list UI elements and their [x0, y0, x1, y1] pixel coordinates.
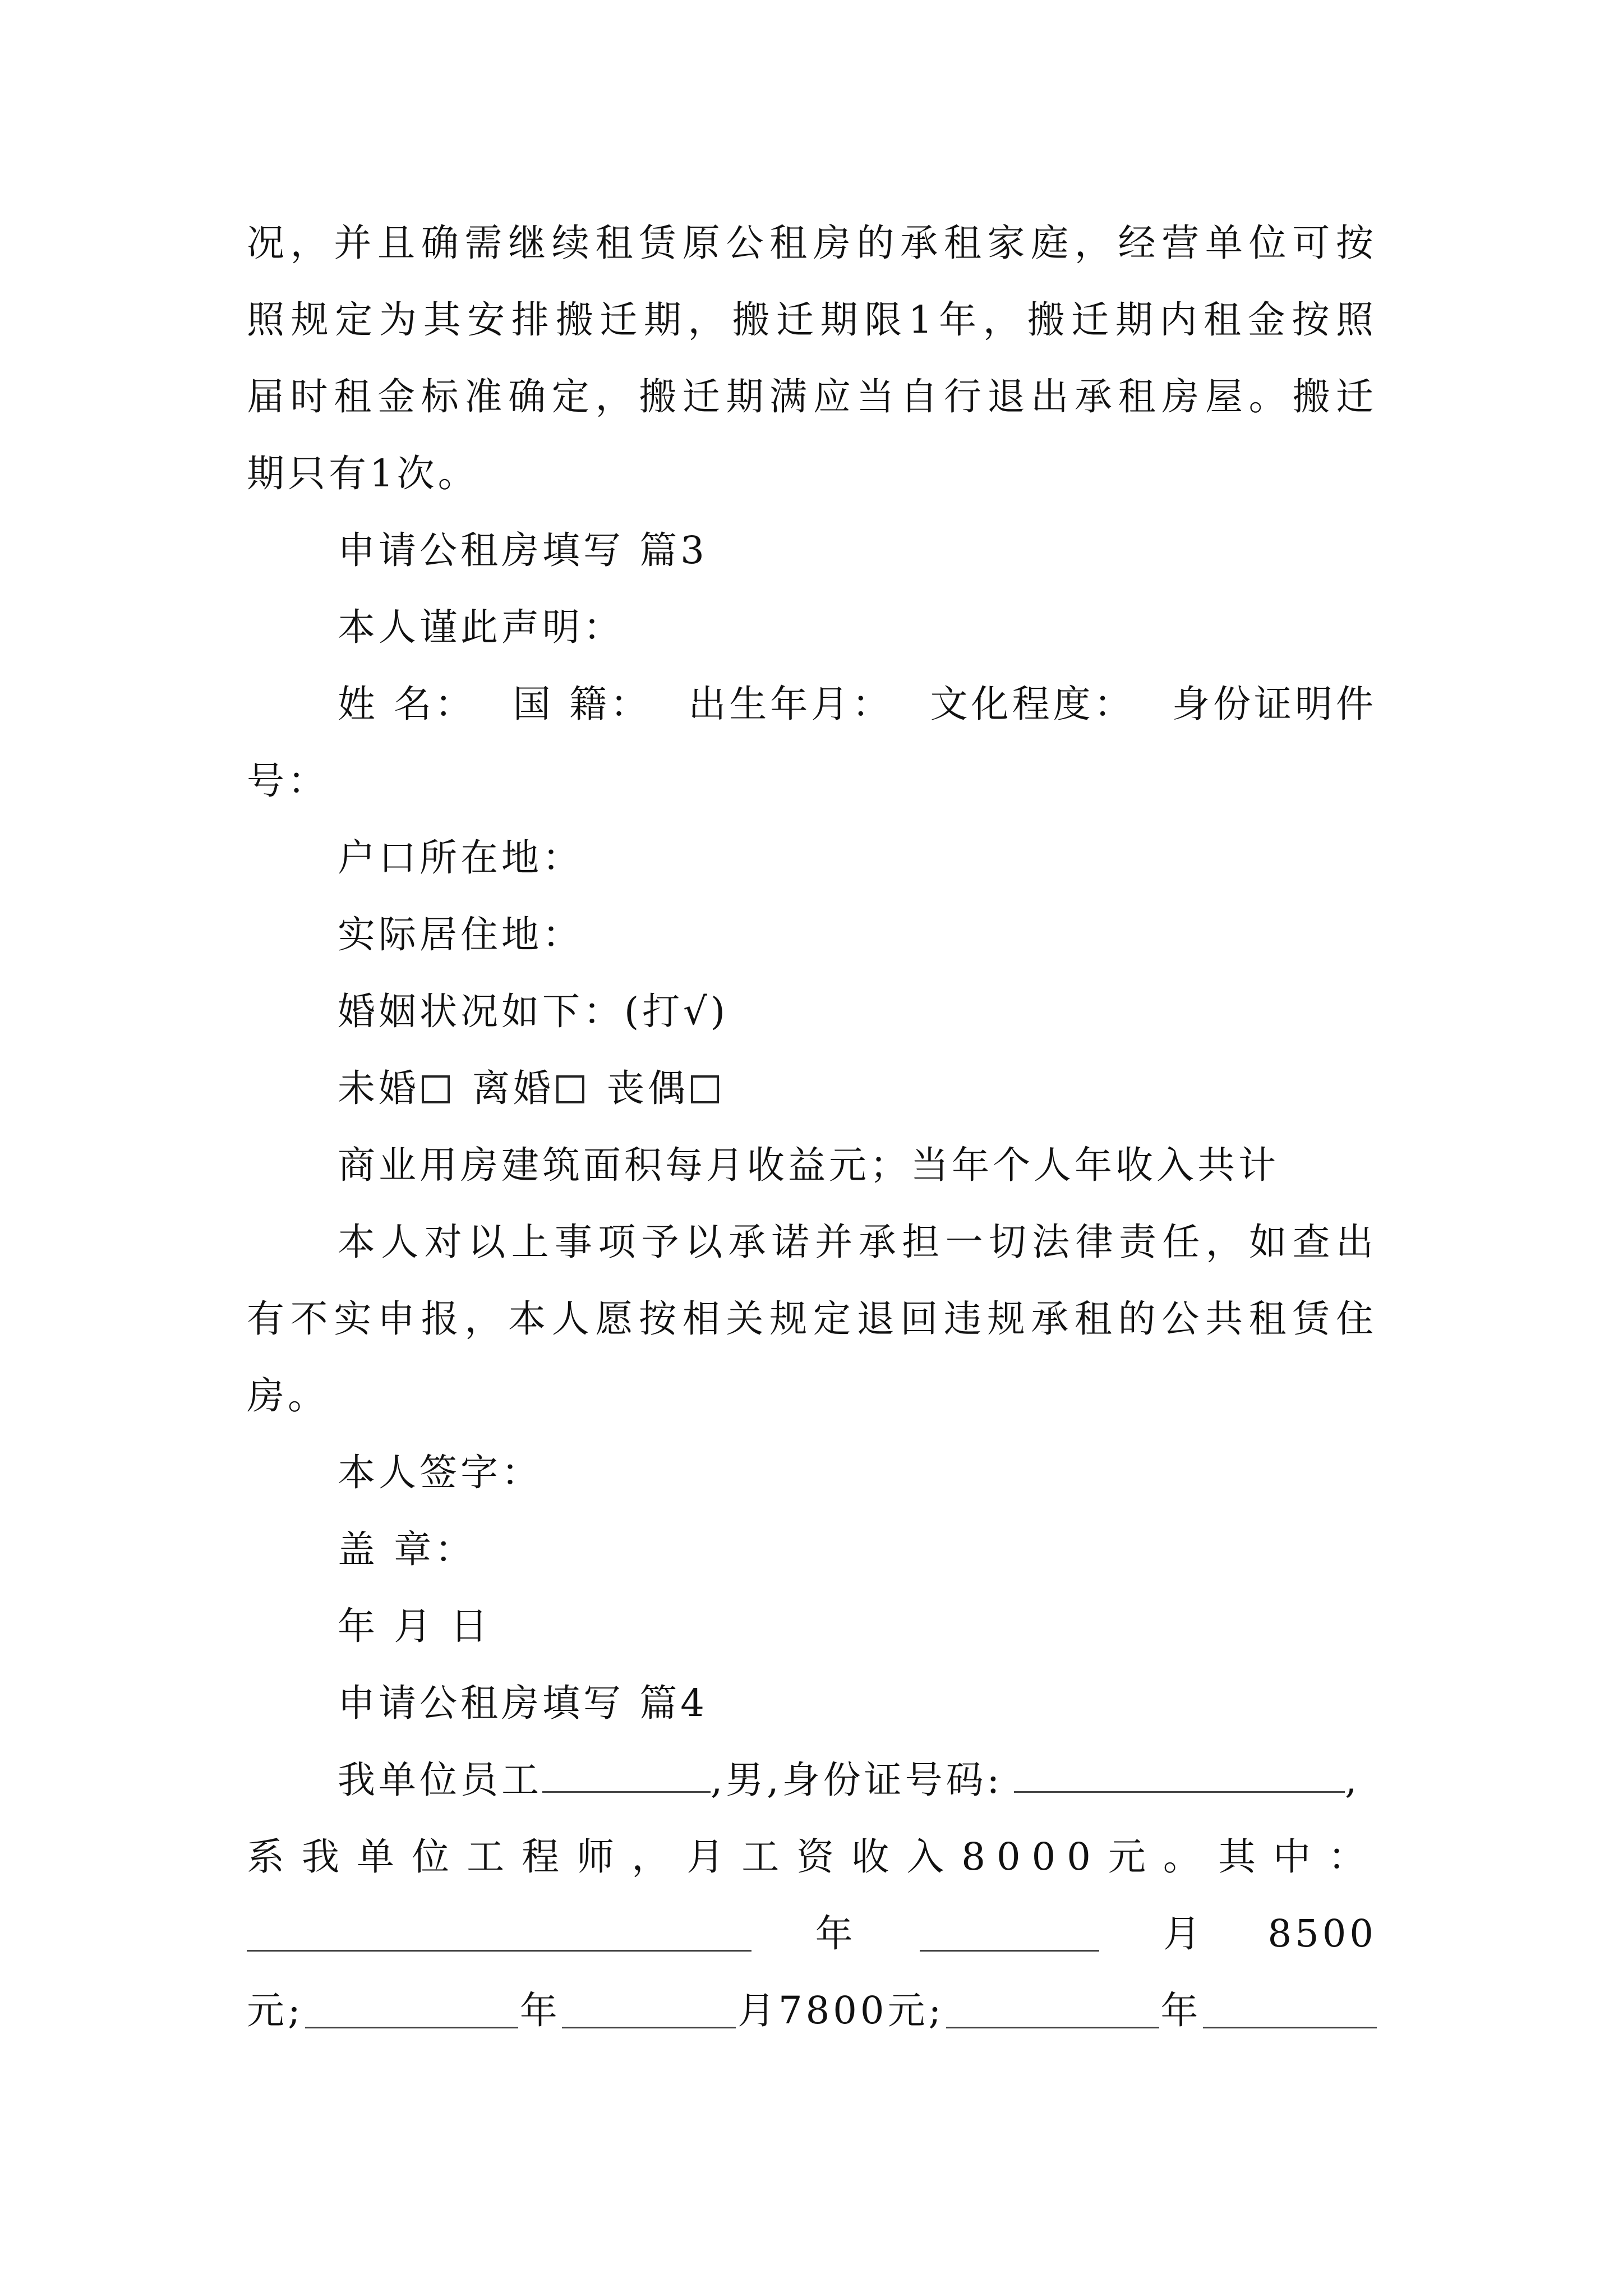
paragraph-line: 况，并且确需继续租赁原公租房的承租家庭，经营单位可按 — [247, 221, 1377, 265]
salary-detail-line — [247, 1903, 1377, 1964]
year-blank[interactable] — [247, 1916, 751, 1952]
employee-line — [338, 1749, 1377, 1811]
section-heading: 申请公租房填写 篇4 — [338, 1681, 708, 1725]
month-label: 月 — [1163, 1912, 1204, 1955]
pledge-line: 房。 — [247, 1374, 329, 1418]
salary-detail-line-2 — [247, 1980, 1377, 2041]
checkbox-widowed[interactable] — [691, 1075, 719, 1103]
salary-line: 系我单位工程师，月工资收入8000元。其中： — [247, 1835, 1377, 1879]
year-label: 年 — [1160, 1989, 1202, 2032]
marital-option-label: 未婚 — [338, 1066, 419, 1110]
month-blank[interactable] — [562, 1993, 736, 2028]
paragraph-line: 期只有1次。 — [247, 452, 479, 495]
section-heading: 申请公租房填写 篇3 — [338, 528, 708, 572]
field-birth-label: 出生年月： — [688, 682, 893, 726]
paragraph-line: 届时租金标准确定，搬迁期满应当自行退出承租房屋。搬迁 — [247, 375, 1377, 418]
residence-label: 实际居住地： — [338, 913, 583, 956]
field-education-label: 文化程度： — [930, 682, 1135, 726]
checkbox-divorced[interactable] — [556, 1075, 584, 1103]
year-blank[interactable] — [946, 1993, 1159, 2028]
id-number-label: ,男,身份证号码: — [711, 1758, 1003, 1802]
year-blank[interactable] — [305, 1993, 518, 2028]
marital-option-label: 丧偶 — [607, 1066, 689, 1110]
paragraph-line: 照规定为其安排搬迁期，搬迁期限1年，搬迁期内租金按照 — [247, 298, 1377, 342]
date-label: 年 月 日 — [338, 1604, 491, 1648]
field-name-label: 姓 名： — [338, 682, 476, 726]
comma: , — [1345, 1758, 1361, 1802]
commercial-income-line: 商业用房建筑面积每月收益元；当年个人年收入共计 — [338, 1143, 1279, 1187]
id-number-blank[interactable] — [1014, 1757, 1345, 1793]
declaration-intro: 本人谨此声明： — [338, 605, 624, 649]
field-nationality-label: 国 籍： — [513, 682, 651, 726]
field-id-label-cont: 号： — [247, 759, 329, 803]
marital-option-label: 离婚 — [472, 1066, 554, 1110]
seal-label: 盖 章： — [338, 1527, 476, 1571]
employee-prefix: 我单位员工 — [338, 1758, 542, 1802]
year-label: 年 — [519, 1989, 561, 2032]
salary-amount: 8500 — [1267, 1912, 1377, 1955]
month-blank[interactable] — [1203, 1993, 1377, 2028]
signature-label: 本人签字： — [338, 1451, 542, 1494]
month-salary-label: 月7800元; — [737, 1989, 945, 2032]
year-label: 年 — [815, 1912, 856, 1955]
month-blank[interactable] — [920, 1916, 1099, 1952]
checkbox-unmarried[interactable] — [422, 1075, 450, 1103]
employee-name-blank[interactable] — [542, 1757, 711, 1793]
form-fields-row — [338, 673, 1377, 735]
marital-options — [338, 1057, 1377, 1119]
pledge-line: 有不实申报，本人愿按相关规定退回违规承租的公共租赁住 — [247, 1297, 1377, 1341]
field-id-label: 身份证明件 — [1172, 682, 1377, 726]
hukou-label: 户口所在地： — [338, 836, 583, 880]
pledge-line: 本人对以上事项予以承诺并承担一切法律责任，如查出 — [338, 1220, 1377, 1264]
yuan-label: 元; — [247, 1989, 304, 2032]
marital-prompt: 婚姻状况如下：(打√) — [338, 990, 728, 1033]
